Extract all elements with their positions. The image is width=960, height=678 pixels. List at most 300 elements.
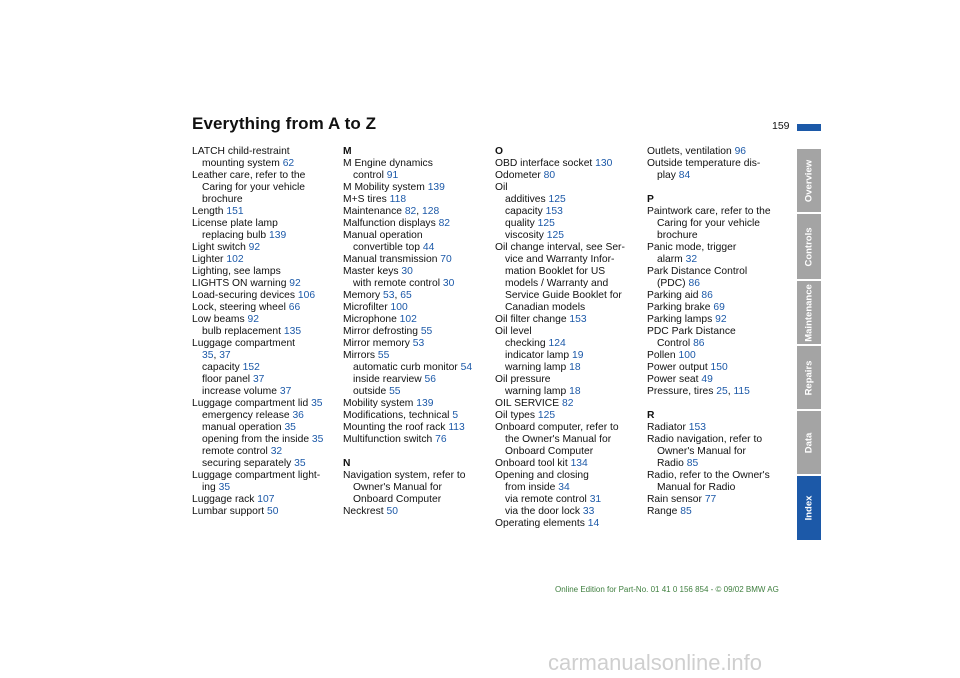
index-entry-text: Canadian models xyxy=(505,302,586,313)
index-entry xyxy=(192,302,342,314)
index-entry xyxy=(343,266,493,278)
index-entry xyxy=(192,434,342,446)
index-entry: Memory 53, 65 xyxy=(343,290,412,301)
index-entry-text: opening from the inside xyxy=(202,434,312,445)
index-entry xyxy=(343,230,493,242)
page-reference-link[interactable]: 35 xyxy=(311,434,324,445)
page-reference-link[interactable]: 139 xyxy=(427,182,445,193)
index-entry-text: R xyxy=(647,410,655,421)
page-reference-link[interactable]: 30 xyxy=(401,266,413,277)
page-reference-link[interactable]: 86 xyxy=(688,278,700,289)
index-entry-text: from inside xyxy=(505,482,559,493)
page-reference-link[interactable]: 37 xyxy=(252,374,265,385)
index-entry-text: Caring for your vehicle xyxy=(657,218,761,229)
index-entry xyxy=(192,266,342,278)
index-entry xyxy=(343,506,493,518)
page-reference-link[interactable]: 54 xyxy=(460,362,473,373)
index-entry-text: PDC Park Distance xyxy=(647,326,736,337)
index-entry xyxy=(192,482,342,494)
index-entry xyxy=(647,506,797,518)
index-entry-text: Oil level xyxy=(495,326,532,337)
index-entry-text: M Mobility system xyxy=(343,182,428,193)
index-entry xyxy=(495,266,645,278)
tab-overview[interactable] xyxy=(797,149,821,212)
index-entry xyxy=(343,278,493,290)
index-entry xyxy=(343,326,493,338)
index-entry-text: indicator lamp xyxy=(505,350,572,361)
index-entry xyxy=(647,266,797,278)
index-entry-text: Length xyxy=(192,206,227,217)
page-reference-link[interactable]: 107 xyxy=(257,494,275,505)
tab-label: Maintenance xyxy=(803,283,815,342)
index-entry-text: Radio xyxy=(657,458,687,469)
index-entry xyxy=(495,410,645,422)
index-entry-text: replacing bulb xyxy=(202,230,269,241)
page-reference-link[interactable]: 5 xyxy=(452,410,459,421)
index-entry-text: Outside temperature dis- xyxy=(647,158,761,169)
index-entry-text: Load-securing devices xyxy=(192,290,298,301)
index-entry xyxy=(495,278,645,290)
tab-controls[interactable] xyxy=(797,214,821,279)
page-reference-link[interactable]: 130 xyxy=(595,158,613,169)
page-reference-link[interactable]: 151 xyxy=(226,206,244,217)
tab-label: Index xyxy=(803,495,815,521)
page-reference-link[interactable]: 102 xyxy=(399,314,417,325)
index-entry xyxy=(343,158,493,170)
index-entry-text: Owner's Manual for xyxy=(353,482,442,493)
index-entry-text: ing xyxy=(202,482,219,493)
page-reference-link[interactable]: 86 xyxy=(701,290,713,301)
index-entry-text: Luggage compartment light- xyxy=(192,470,321,481)
page-reference-link[interactable]: 69 xyxy=(713,302,725,313)
index-entry-text: capacity xyxy=(505,206,546,217)
index-entry-text: Outlets, ventilation xyxy=(647,146,735,157)
page-reference-link[interactable]: 92 xyxy=(715,314,727,325)
page-reference-link[interactable]: 152 xyxy=(242,362,260,373)
page-reference-link[interactable]: 92 xyxy=(247,314,259,325)
index-entry xyxy=(495,326,645,338)
page-reference-link[interactable]: 86 xyxy=(693,338,705,349)
index-entry xyxy=(495,290,645,302)
index-entry-text: Operating elements xyxy=(495,518,588,529)
index-entry xyxy=(192,410,342,422)
page-reference-link[interactable]: 150 xyxy=(710,362,728,373)
page-reference-link[interactable]: 53 xyxy=(383,290,395,301)
index-entry-text: Master keys xyxy=(343,266,402,277)
index-entry-text: Maintenance xyxy=(343,206,405,217)
index-entry xyxy=(495,194,645,206)
index-entry-text: the Owner's Manual for xyxy=(505,434,612,445)
page-reference-link[interactable]: 30 xyxy=(442,278,455,289)
page-reference-link[interactable]: 33 xyxy=(582,506,595,517)
index-entry-text: Mirrors xyxy=(343,350,378,361)
index-entry-text: Owner's Manual for xyxy=(657,446,746,457)
index-column-4 xyxy=(647,146,797,518)
index-entry xyxy=(495,470,645,482)
index-entry-text: Onboard Computer xyxy=(353,494,442,505)
section-tabs xyxy=(797,149,821,542)
index-entry-text: Luggage rack xyxy=(192,494,258,505)
page-reference-link[interactable]: 37 xyxy=(279,386,292,397)
index-entry-text: increase volume xyxy=(202,386,280,397)
page-reference-link[interactable]: 115 xyxy=(733,386,750,397)
index-entry xyxy=(647,374,797,386)
page-reference-link[interactable]: 18 xyxy=(569,362,581,373)
tab-index[interactable] xyxy=(797,476,821,540)
index-entry xyxy=(647,470,797,482)
index-entry-text: Microfilter xyxy=(343,302,391,313)
index-entry-text: Parking brake xyxy=(647,302,714,313)
page-title: Everything from A to Z xyxy=(192,114,377,133)
index-entry-text: additives xyxy=(505,194,549,205)
index-entry-text: O xyxy=(495,146,504,157)
page-reference-link[interactable]: 82 xyxy=(561,398,574,409)
page-reference-link[interactable]: 139 xyxy=(416,398,434,409)
index-entry xyxy=(192,326,342,338)
page-reference-link[interactable]: 113 xyxy=(448,422,465,433)
page-reference-link[interactable]: 82 xyxy=(404,206,417,217)
index-entry-text: outside xyxy=(353,386,390,397)
page-reference-link[interactable]: 65 xyxy=(400,290,412,301)
page-reference-link[interactable]: 91 xyxy=(386,170,399,181)
page-number-marker xyxy=(797,124,821,131)
page-reference-link[interactable]: 153 xyxy=(545,206,563,217)
page-reference-link[interactable]: 85 xyxy=(686,458,699,469)
index-entry-text: Paintwork care, refer to the xyxy=(647,206,771,217)
page-reference-link[interactable]: 14 xyxy=(587,518,600,529)
index-entry xyxy=(495,494,645,506)
index-entry xyxy=(495,386,645,398)
index-entry-text: Radio, refer to the Owner's xyxy=(647,470,770,481)
index-entry xyxy=(647,254,797,266)
index-letter-heading xyxy=(495,146,645,158)
index-entry-text: control xyxy=(353,170,387,181)
index-entry-text: Mobility system xyxy=(343,398,417,409)
index-entry-text: Range xyxy=(647,506,681,517)
page-reference-link[interactable]: 124 xyxy=(548,338,566,349)
index-entry xyxy=(495,230,645,242)
index-entry-text: Manual transmission xyxy=(343,254,441,265)
index-entry-text: Oil types xyxy=(495,410,538,421)
page-reference-link[interactable]: 44 xyxy=(422,242,435,253)
page-reference-link[interactable]: 139 xyxy=(268,230,287,241)
page-reference-link[interactable]: 55 xyxy=(420,326,433,337)
index-entry-text: LIGHTS ON warning xyxy=(192,278,290,289)
index-entry xyxy=(192,230,342,242)
index-entry xyxy=(647,434,797,446)
page-reference-link[interactable]: 76 xyxy=(435,434,447,445)
index-entry xyxy=(495,398,645,410)
page-reference-link[interactable]: 66 xyxy=(288,302,301,313)
page-reference-link[interactable]: 62 xyxy=(282,158,295,169)
index-entry xyxy=(495,422,645,434)
index-entry-text: quality xyxy=(505,218,538,229)
page-reference-link[interactable]: 134 xyxy=(570,458,588,469)
index-entry-text: Lighting, see lamps xyxy=(192,266,281,277)
index-entry-text: securing separately xyxy=(202,458,295,469)
index-entry xyxy=(343,302,493,314)
index-entry xyxy=(192,446,342,458)
index-entry xyxy=(647,314,797,326)
index-entry xyxy=(192,194,342,206)
index-entry xyxy=(647,494,797,506)
index-letter-heading xyxy=(343,458,493,470)
index-entry-text: Mounting the roof rack xyxy=(343,422,449,433)
index-entry-text: mounting system xyxy=(202,158,283,169)
page-reference-link[interactable]: 135 xyxy=(283,326,302,337)
page-reference-link[interactable]: 18 xyxy=(569,386,581,397)
index-entry xyxy=(192,206,342,218)
page-reference-link[interactable]: 35 xyxy=(218,482,231,493)
page-reference-link[interactable]: 128 xyxy=(422,206,440,217)
page-number: 159 xyxy=(772,120,790,132)
index-entry-text: Oil xyxy=(495,182,508,193)
index-entry xyxy=(192,506,342,518)
page-reference-link[interactable]: 35 xyxy=(284,422,296,433)
index-entry xyxy=(647,398,797,410)
index-entry xyxy=(343,242,493,254)
index-entry xyxy=(343,446,493,458)
tab-maintenance[interactable] xyxy=(797,281,821,344)
page-reference-link[interactable]: 96 xyxy=(734,146,747,157)
index-entry xyxy=(495,170,645,182)
index-entry-text: Parking aid xyxy=(647,290,702,301)
index-entry-text: vice and Warranty Infor- xyxy=(505,254,615,265)
index-entry xyxy=(192,158,342,170)
index-entry-text: Modifications, technical xyxy=(343,410,453,421)
index-entry xyxy=(647,182,797,194)
page-reference-link[interactable]: 70 xyxy=(440,254,452,265)
page-reference-link[interactable]: 118 xyxy=(389,194,407,205)
index-entry xyxy=(495,242,645,254)
index-entry-text: M Engine dynamics xyxy=(343,158,433,169)
page-reference-link[interactable]: 32 xyxy=(685,254,698,265)
page-reference-link[interactable]: 50 xyxy=(386,506,398,517)
page-reference-link[interactable]: 92 xyxy=(248,242,261,253)
index-entry xyxy=(647,242,797,254)
index-entry xyxy=(192,314,342,326)
index-entry xyxy=(343,218,493,230)
index-entry-text: Malfunction displays xyxy=(343,218,439,229)
index-entry xyxy=(647,146,797,158)
index-entry xyxy=(192,170,342,182)
index-entry-text: warning lamp xyxy=(505,386,570,397)
index-entry-text: Panic mode, trigger xyxy=(647,242,737,253)
index-entry xyxy=(192,278,342,290)
index-column-2 xyxy=(343,146,493,518)
index-entry-text: Power output xyxy=(647,362,711,373)
page-reference-link[interactable]: 125 xyxy=(537,410,556,421)
index-entry xyxy=(647,326,797,338)
page-reference-link[interactable]: 77 xyxy=(704,494,717,505)
index-entry xyxy=(192,470,342,482)
index-entry-text: Light switch xyxy=(192,242,249,253)
index-entry xyxy=(192,386,342,398)
index-entry-text: emergency release xyxy=(202,410,293,421)
tab-label: Repairs xyxy=(803,360,815,395)
page-reference-link[interactable]: 25 xyxy=(716,386,728,397)
page-reference-link[interactable]: 106 xyxy=(297,290,316,301)
index-entry xyxy=(192,494,342,506)
page-reference-link[interactable]: 34 xyxy=(558,482,570,493)
index-entry xyxy=(343,434,493,446)
index-entry-text: LATCH child-restraint xyxy=(192,146,290,157)
page-reference-link[interactable]: 50 xyxy=(266,506,279,517)
index-entry xyxy=(647,170,797,182)
index-entry xyxy=(495,518,645,530)
page-reference-link[interactable]: 36 xyxy=(292,410,304,421)
page-reference-link[interactable]: 37 xyxy=(219,350,231,361)
index-entry xyxy=(192,362,342,374)
index-letter-heading xyxy=(647,410,797,422)
index-entry-text: Onboard Computer xyxy=(505,446,594,457)
index-entry-text: Navigation system, refer to xyxy=(343,470,466,481)
index-entry-text: Lumbar support xyxy=(192,506,267,517)
index-entry xyxy=(192,182,342,194)
index-entry xyxy=(647,446,797,458)
index-entry xyxy=(343,386,493,398)
page-reference-link[interactable]: 125 xyxy=(548,194,566,205)
page-reference-link[interactable]: 85 xyxy=(680,506,692,517)
index-entry xyxy=(192,290,342,302)
index-entry xyxy=(192,458,342,470)
index-entry-text: P xyxy=(647,194,654,205)
page-reference-link[interactable]: 102 xyxy=(226,254,244,265)
page-reference-link[interactable]: 35 xyxy=(294,458,306,469)
index-entry xyxy=(495,446,645,458)
index-entry-text: floor panel xyxy=(202,374,253,385)
index-entry-text: viscosity xyxy=(505,230,547,241)
index-entry xyxy=(495,158,645,170)
index-entry xyxy=(192,422,342,434)
index-entry-text: License plate lamp xyxy=(192,218,278,229)
index-entry xyxy=(495,302,645,314)
index-entry xyxy=(647,230,797,242)
index-entry xyxy=(495,338,645,350)
page-reference-link[interactable]: 19 xyxy=(571,350,584,361)
index-entry-text: Odometer xyxy=(495,170,544,181)
page-reference-link[interactable]: 53 xyxy=(412,338,425,349)
index-entry xyxy=(647,158,797,170)
index-entry xyxy=(343,182,493,194)
index-entry xyxy=(192,242,342,254)
index-entry-text: inside rearview xyxy=(353,374,425,385)
index-entry-text: Park Distance Control xyxy=(647,266,748,277)
page-reference-link[interactable]: 125 xyxy=(546,230,564,241)
index-entry-text: manual operation xyxy=(202,422,285,433)
index-entry-text: checking xyxy=(505,338,549,349)
page-reference-link[interactable]: 153 xyxy=(688,422,706,433)
index-entry-text: Radiator xyxy=(647,422,689,433)
index-entry-text: Control xyxy=(657,338,694,349)
page-reference-link[interactable]: 31 xyxy=(589,494,602,505)
tab-repairs[interactable] xyxy=(797,346,821,409)
index-entry xyxy=(647,290,797,302)
tab-label: Controls xyxy=(803,226,815,267)
index-entry xyxy=(343,170,493,182)
index-entry-text: brochure xyxy=(657,230,698,241)
index-entry xyxy=(343,194,493,206)
index-entry-text: Lock, steering wheel xyxy=(192,302,289,313)
index-entry xyxy=(647,422,797,434)
index-entry xyxy=(343,374,493,386)
index-entry-text: mation Booklet for US xyxy=(505,266,606,277)
index-entry xyxy=(343,410,493,422)
index-entry xyxy=(192,254,342,266)
index-entry-text: bulb replacement xyxy=(202,326,284,337)
page-reference-link[interactable]: 153 xyxy=(569,314,587,325)
index-entry xyxy=(495,434,645,446)
index-entry xyxy=(647,206,797,218)
tab-label: Data xyxy=(803,432,815,453)
tab-data[interactable] xyxy=(797,411,821,474)
page-reference-link[interactable]: 56 xyxy=(424,374,437,385)
index-entry xyxy=(192,374,342,386)
index-entry xyxy=(495,506,645,518)
index-entry xyxy=(343,314,493,326)
page-reference-link[interactable]: 100 xyxy=(390,302,408,313)
index-entry-text: OIL SERVICE xyxy=(495,398,562,409)
index-entry xyxy=(647,482,797,494)
index-entry xyxy=(647,218,797,230)
index-entry xyxy=(495,458,645,470)
index-entry xyxy=(495,254,645,266)
index-entry-text: Pressure, tires xyxy=(647,386,717,397)
page-reference-link[interactable]: 32 xyxy=(270,446,283,457)
index-entry-text: Memory xyxy=(343,290,384,301)
index-entry-text: M+S tires xyxy=(343,194,390,205)
index-entry-text: Low beams xyxy=(192,314,248,325)
page-reference-link[interactable]: 49 xyxy=(701,374,713,385)
index-entry-text: Neckrest xyxy=(343,506,387,517)
index-entry xyxy=(495,362,645,374)
index-entry xyxy=(495,218,645,230)
page-reference-link[interactable]: 100 xyxy=(678,350,696,361)
index-entry: 35, 37 xyxy=(202,350,231,361)
index-entry xyxy=(343,422,493,434)
page-reference-link[interactable]: 82 xyxy=(438,218,451,229)
index-entry-text: Multifunction switch xyxy=(343,434,436,445)
page-reference-link[interactable]: 35 xyxy=(202,350,214,361)
index-entry-text: Caring for your vehicle xyxy=(202,182,306,193)
index-entry xyxy=(495,206,645,218)
index-letter-heading xyxy=(647,194,797,206)
index-entry-text: brochure xyxy=(202,194,243,205)
page-reference-link[interactable]: 55 xyxy=(389,386,401,397)
index-entry-text: via remote control xyxy=(505,494,590,505)
index-entry xyxy=(647,338,797,350)
index-entry-text: capacity xyxy=(202,362,243,373)
index-entry-text: Lighter xyxy=(192,254,227,265)
index-entry-text: Manual for Radio xyxy=(657,482,736,493)
page-reference-link[interactable]: 92 xyxy=(289,278,301,289)
page-reference-link[interactable]: 35 xyxy=(311,398,323,409)
index-entry xyxy=(343,338,493,350)
index-column-1 xyxy=(192,146,342,518)
page-reference-link[interactable]: 125 xyxy=(537,218,555,229)
index-entry-text: Radio navigation, refer to xyxy=(647,434,763,445)
index-entry-text: Onboard computer, refer to xyxy=(495,422,619,433)
index-entry-text: Manual operation xyxy=(343,230,423,241)
index-entry-text: Parking lamps xyxy=(647,314,716,325)
page-reference-link[interactable]: 55 xyxy=(377,350,390,361)
watermark: carmanualsonline.info xyxy=(548,650,763,675)
index-entry xyxy=(495,350,645,362)
index-entry-text: Oil change interval, see Ser- xyxy=(495,242,625,253)
page-reference-link[interactable]: 84 xyxy=(678,170,691,181)
index-entry xyxy=(192,398,342,410)
page-reference-link[interactable]: 80 xyxy=(543,170,556,181)
